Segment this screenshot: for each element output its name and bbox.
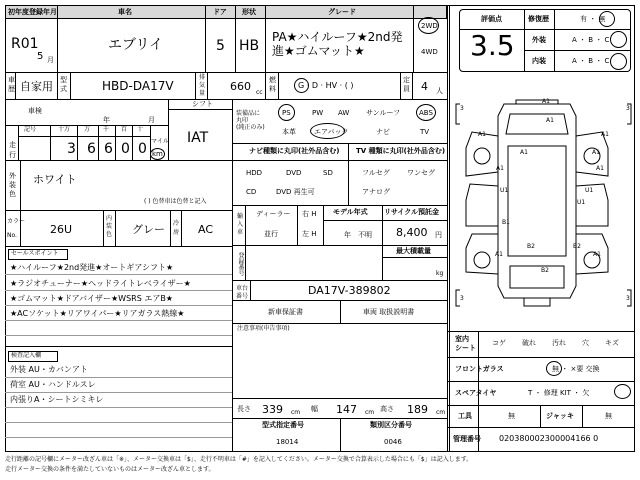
import-parallel: 並行 — [264, 230, 278, 238]
inspector-label: 検査記入欄 — [11, 352, 42, 359]
reg-year: R01 — [11, 36, 39, 52]
damage-label: A1 — [520, 149, 528, 156]
shift-value: IAT — [187, 130, 209, 146]
tv-item: アナログ — [362, 188, 390, 196]
ext-c-circle — [610, 31, 627, 48]
color-code-label: カラー No. — [7, 218, 26, 239]
chassis-number: DA17V-389802 — [308, 284, 391, 297]
new-warranty: 新車保証書 — [268, 308, 303, 316]
name-label: 車名 — [118, 8, 132, 16]
side-count: 3 — [460, 105, 464, 112]
equip-item: PS — [282, 109, 291, 117]
equip-item: AW — [338, 109, 350, 117]
mileage-col-label: 千 — [103, 126, 110, 133]
capacity-unit: 人 — [436, 87, 443, 95]
color-note: ( ) 色替車は色替と記入 — [144, 198, 207, 205]
owner-manual: 車両 取扱説明書 — [363, 308, 415, 316]
inspector-line: 荷室 AU・ハンドルスレ — [10, 380, 96, 389]
recycle-yen: 円 — [435, 231, 442, 239]
sheet-item: コゲ — [492, 339, 506, 347]
eval-label: 評価点 — [481, 15, 502, 23]
mileage-col-label: 万 — [84, 126, 91, 133]
sheet-item: 穴 — [582, 339, 589, 347]
import-left-h: 左 H — [302, 230, 317, 238]
shift-label: シフト — [192, 100, 213, 108]
damage-label: A1 — [596, 165, 604, 172]
sales-line: ★ハイルーフ★2nd発進★オートギアシフト★ — [10, 263, 174, 272]
mileage-digit: 0 — [138, 141, 147, 157]
damage-label: U1 — [585, 187, 594, 194]
drive-2wd: 2WD — [421, 22, 438, 30]
fuel-options: G · D · HV · ( ) — [298, 81, 354, 90]
cap-label: 定 員 — [403, 76, 410, 93]
max-load-label: 最大積載量 — [396, 247, 431, 255]
height-cm: cm — [436, 409, 446, 416]
mileage-col-label: 十万 — [58, 126, 71, 133]
color-value: ホワイト — [33, 173, 77, 186]
navi-item: DVD — [286, 169, 302, 177]
repair-label: 修復歴 — [528, 15, 549, 23]
damage-label: A1 — [542, 98, 550, 105]
width-value: 147 — [336, 403, 357, 416]
import-right-h: 右 H — [302, 210, 317, 218]
sales-line: ★ラジオチューナー★ヘッドライトレベライザー★ — [10, 279, 191, 288]
repair-options: 有 ・ 無 — [580, 15, 606, 23]
mileage-col-label: 十 — [137, 126, 144, 133]
damage-label: B2 — [541, 267, 549, 274]
int-options: A ・ B ・ C — [572, 57, 610, 65]
jack-value: 無 — [605, 412, 612, 420]
height-label: 高さ — [380, 405, 394, 413]
damage-label: U1 — [500, 187, 509, 194]
sheet-item: キズ — [605, 339, 619, 347]
tv-header: TV 種類に丸印(社外品含む) — [356, 147, 446, 155]
navi-item: SD — [323, 169, 333, 177]
damage-label: A1 — [496, 165, 504, 172]
inspector-line: 外装 AU・カバンアト — [10, 365, 88, 374]
sales-label: セールスポイント — [11, 250, 59, 257]
sheet-item: 破れ — [522, 339, 536, 347]
unit-mile: マイル — [151, 138, 169, 145]
inspection-label: 車検 — [28, 107, 42, 115]
import-dealer: ディーラー — [256, 210, 291, 218]
spare-options: T ・ 修理 KIT ・ 欠 — [528, 389, 590, 397]
eval-score: 3.5 — [470, 29, 515, 62]
tools-value: 無 — [508, 412, 515, 420]
type-num-label: 型式指定番号 — [262, 421, 304, 429]
side-count: 3 — [626, 295, 630, 302]
chassis-label: 車台 番号 — [236, 285, 249, 300]
unit-km: km — [152, 150, 163, 158]
damage-label: A1 — [592, 149, 600, 156]
ac-value: AC — [198, 223, 214, 236]
side-count: 3 — [626, 105, 630, 112]
class-num-label: 類別区分番号 — [370, 421, 412, 429]
tools-label: 工具 — [458, 412, 472, 420]
side-count: 3 — [460, 295, 464, 302]
displacement: 660 — [230, 80, 251, 93]
mileage-digit: 0 — [121, 141, 130, 157]
type-label: 型 式 — [60, 76, 67, 93]
ext-options: A ・ B ・ C — [572, 36, 610, 44]
tv-item: フルセグ — [362, 169, 390, 177]
equip-label: 装備品に 丸印 (純正のみ) — [236, 110, 265, 131]
equip-item: TV — [420, 128, 430, 136]
inspection-month: 月 — [148, 116, 155, 124]
recycle-value: 8,400 — [396, 226, 428, 239]
mileage-label: 走 行 — [9, 141, 16, 159]
jack-label: ジャッキ — [546, 412, 574, 420]
navi-item: CD — [246, 188, 257, 196]
model-code: HBD-DA17V — [102, 79, 174, 93]
footer-note: 走行メーター交換の条件を満たしていないものはメーター改ざん車とします。 — [5, 466, 215, 473]
length-value: 339 — [262, 403, 283, 416]
width-label: 幅 — [311, 405, 318, 413]
month-unit: 月 — [47, 56, 54, 64]
damage-label: B2 — [527, 243, 535, 250]
equip-item: PW — [312, 109, 324, 117]
navi-header: ナビ種類に丸印(社外品含む) — [249, 147, 340, 155]
use-label: 車 歴 — [8, 76, 15, 93]
damage-label: A1 — [593, 251, 601, 258]
interior-label: 内 装 色 — [106, 215, 113, 238]
mileage-digit: 3 — [67, 141, 76, 157]
int-label: 内装 — [532, 57, 546, 65]
length-cm: cm — [291, 409, 301, 416]
mileage-col-label: 記号 — [24, 126, 37, 133]
ac-label: 冷 房 — [173, 220, 180, 236]
type-num: 18014 — [276, 438, 299, 446]
equip-item: サンルーフ — [366, 109, 401, 117]
model-year-label: モデル年式 — [333, 208, 368, 216]
fuel-label: 燃 料 — [269, 76, 276, 93]
disp-label: 排 気 量 — [199, 74, 206, 97]
reg-plate-label: 登録番号 — [237, 252, 244, 276]
sheet-item: 汚れ — [552, 339, 566, 347]
inspection-year: 年 — [103, 116, 110, 124]
damage-label: A1 — [601, 131, 609, 138]
model-year: 年 不明 — [344, 231, 372, 239]
recycle-label: リサイクル預託金 — [384, 208, 440, 216]
door-label: ドア — [213, 8, 227, 16]
navi-item: HDD — [246, 169, 263, 177]
grade-label: グレード — [328, 8, 356, 16]
width-cm: cm — [365, 409, 375, 416]
control-number: 020380002300004166 0 — [499, 434, 599, 443]
spare-label: スペアタイヤ — [455, 389, 497, 397]
control-label: 管理番号 — [453, 435, 481, 443]
car-name: エブリイ — [108, 37, 164, 53]
interior-value: グレー — [132, 223, 165, 236]
damage-map — [452, 76, 635, 321]
repair-none-circle — [599, 11, 615, 27]
damage-label: A1 — [478, 131, 486, 138]
mileage-digit: 6 — [104, 141, 113, 157]
mileage-col-label: 百 — [121, 126, 128, 133]
body-shape: HB — [239, 38, 260, 54]
color-code: 26U — [50, 223, 73, 236]
damage-label: U1 — [577, 199, 586, 206]
reg-year-label: 初年度登録年月 — [8, 8, 57, 16]
sales-line: ★ACソケット★リアワイパー★リアガラス熱線★ — [10, 309, 185, 318]
capacity: 4 — [421, 80, 428, 93]
damage-label: A1 — [546, 117, 554, 124]
int-c-circle — [610, 53, 627, 70]
color-label: 外 装 色 — [9, 172, 16, 198]
class-num: 0046 — [384, 438, 402, 446]
front-glass-options: 無 ・ ×要 交換 — [552, 365, 600, 373]
navi-item: DVD 再生可 — [276, 188, 315, 196]
inspector-line: 内張りA・シートシミキレ — [10, 395, 104, 404]
max-load-kg: kg — [436, 270, 444, 277]
length-label: 長さ — [237, 405, 251, 413]
mileage-digit: 6 — [87, 141, 96, 157]
equip-item: ABS — [419, 109, 433, 117]
cc-unit: cc — [256, 89, 263, 96]
equip-item: ナビ — [376, 128, 390, 136]
notes-label: 注意事項(申告事項) — [237, 325, 290, 332]
door-count: 5 — [216, 38, 225, 54]
reg-month: 5 — [37, 51, 44, 62]
front-glass-label: フロントガラス — [455, 365, 504, 373]
tv-item: ワンセグ — [407, 169, 435, 177]
spare-missing-circle — [614, 384, 631, 399]
damage-label: A1 — [495, 251, 503, 258]
import-label: 輸 入 車 — [237, 213, 244, 236]
grade-text: PA★ハイルーフ★2nd発進★ゴムマット★ — [272, 30, 403, 58]
mileage-col-labels — [18, 127, 168, 135]
damage-label: B1 — [502, 219, 510, 226]
front-glass-none-circle — [546, 361, 562, 376]
damage-label: B2 — [573, 243, 581, 250]
sales-line: ★ゴムマット★ドアバイザー★WSRS エアB★ — [10, 294, 173, 303]
use-value: 自家用 — [20, 80, 53, 93]
shape-label: 形状 — [242, 8, 256, 16]
drive-4wd: 4WD — [421, 48, 438, 56]
equip-item: 本革 — [282, 128, 296, 136]
ext-label: 外装 — [532, 36, 546, 44]
equip-item: エアバック — [314, 128, 349, 136]
height-value: 189 — [407, 403, 428, 416]
footer-note: 走行距離の記号欄にメーター改ざん車は「※」、メーター交換車は「$」、走行不明車は「#」を記入してください。メーター交換で合算表示した場合にも「$」は記入します。 — [5, 456, 473, 463]
interior-sheet-label: 室内 シート — [455, 335, 476, 352]
